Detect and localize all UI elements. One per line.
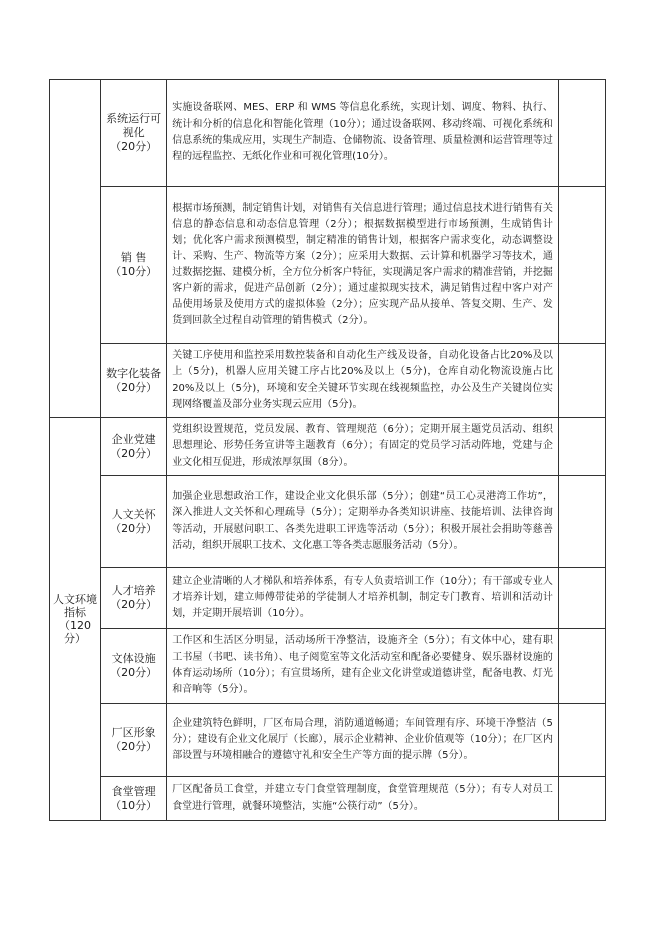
table-row [50, 568, 606, 629]
sub-item-score: （20分） [110, 740, 158, 753]
category-name: 人文环境指标 [53, 593, 98, 619]
sub-item-cell [101, 344, 167, 418]
score-cell [558, 418, 605, 476]
description-text: 建立企业清晰的人才梯队和培养体系，有专人负责培训工作（10分）；有干部或专业人才培养计划，建立师傅带徒弟的学徒制人才培养机制，制定专门教育、培训和活动计划，并定期开展培训（10分）。 [172, 575, 553, 620]
sub-item-score: （20分） [110, 380, 158, 394]
description-text: 企业建筑特色鲜明，厂区布局合理，消防通道畅通；车间管理有序、环境干净整洁（5分）；建设有企业文化展厅（长廊），展示企业精神、企业价值观等（10分）；在厂区内部设置与环境相融合的遵德守礼和安全生产等方面的提示牌（5分）。 [172, 717, 553, 762]
sub-item-cell [101, 80, 167, 187]
sub-item-score: （20分） [110, 521, 158, 535]
sub-item-score: （20分） [110, 140, 158, 153]
description-cell [167, 80, 559, 187]
sub-item-score: （10分） [110, 265, 158, 278]
description-cell [167, 187, 559, 344]
table-row [50, 777, 606, 821]
description-text: 加强企业思想政治工作，建设企业文化俱乐部（5分）；创建“员工心灵港湾工作坊”，深入推进人文关怀和心理疏导（5分）；定期举办各类知识讲座、技能培训、法律咨询等活动，开展慰问职工、各类先进职工评选等活动（5分）；积极开展社会捐助等慈善活动，组织开展职工技术、文化惠工等各类志愿服务活动（5分）。 [172, 490, 553, 551]
sub-item-cell [101, 418, 167, 476]
category-cell-continued [50, 80, 101, 418]
table-row [50, 418, 606, 476]
description-text: 关键工序使用和监控采用数控装备和自动化生产线及设备，自动化设备占比20%及以上（5分)，机器人应用关键工序占比20%及以上（5分)，仓库自动化物流设施占比20%及以上（5分)，环境和安全关键环节实现在线视频监控，办公及生产关键岗位实现网络覆盖及部分业务实现云应用（5分)。 [172, 349, 553, 410]
sub-item-score: （20分） [110, 666, 158, 679]
sub-item-cell [101, 704, 167, 777]
sub-item-cell [101, 187, 167, 344]
score-cell [558, 80, 605, 187]
description-cell [167, 704, 559, 777]
table-row [50, 704, 606, 777]
score-cell [558, 344, 605, 418]
description-text: 党组织设置规范，党员发展、教育、管理规范（6分）；定期开展主题党员活动、组织思想理论、形势任务宣讲等主题教育（6分）；有固定的党员学习活动阵地，党建与企业文化相互促进，形成浓厚氛围（8分）。 [172, 424, 553, 468]
sub-item-score: （10分） [110, 798, 158, 812]
table-row [50, 629, 606, 704]
sub-item-title: 企业党建 [111, 432, 156, 446]
table-row [50, 344, 606, 418]
description-cell [167, 418, 559, 476]
table-row [50, 476, 606, 568]
sub-item-title: 人文关怀 [111, 507, 156, 521]
description-text: 实施设备联网、MES、ERP 和 WMS 等信息化系统，实现计划、调度、物料、执行、统计和分析的信息化和智能化管理（10分）；通过设备联网、移动终端、可视化系统和信息系统的集成应用，实现生产制造、仓储物流、设备管理、质量检测和运营管理等过程的远程监控、无纸化作业和可视化管理(10分）。 [172, 102, 553, 163]
score-cell [558, 704, 605, 777]
description-cell [167, 568, 559, 629]
sub-item-title: 人才培养 [111, 584, 156, 597]
evaluation-table [49, 79, 606, 821]
category-score: （120分） [59, 619, 92, 645]
sub-item-score: （20分） [110, 598, 158, 611]
description-text: 厂区配备员工食堂，并建立专门食堂管理制度，食堂管理规范（5分）；有专人对员工食堂进行管理，就餐环境整洁，实施“公筷行动”（5分）。 [172, 784, 553, 812]
sub-item-cell [101, 777, 167, 821]
score-cell [558, 629, 605, 704]
score-cell [558, 777, 605, 821]
description-cell [167, 476, 559, 568]
sub-item-title: 系统运行可视化 [106, 112, 162, 139]
score-cell [558, 568, 605, 629]
sub-item-title: 销 售 [120, 251, 147, 264]
sub-item-title: 文体设施 [111, 652, 156, 665]
description-cell [167, 344, 559, 418]
sub-item-score: （20分） [110, 446, 158, 460]
table-row [50, 187, 606, 344]
score-cell [558, 476, 605, 568]
sub-item-title: 厂区形象 [111, 726, 156, 739]
sub-item-title: 食堂管理 [111, 784, 156, 798]
score-cell [558, 187, 605, 344]
description-text: 工作区和生活区分明显，活动场所干净整洁，设施齐全（5分）；有文体中心，建有职工书屋（书吧、读书角）、电子阅览室等文化活动室和配备必要健身、娱乐器材设施的体育运动场所（10分）；有宣贯场所，建有企业文化讲堂或道德讲堂，配备电教、灯光和音响等（5分）。 [172, 635, 553, 696]
category-cell [50, 418, 101, 821]
table-row [50, 80, 606, 187]
description-cell [167, 629, 559, 704]
sub-item-cell [101, 476, 167, 568]
sub-item-cell [101, 629, 167, 704]
description-cell [167, 777, 559, 821]
sub-item-title: 数字化装备 [106, 366, 162, 380]
sub-item-cell [101, 568, 167, 629]
description-text: 根据市场预测，制定销售计划，对销售有关信息进行管理；通过信息技术进行销售有关信息的静态信息和动态信息管理（2分）；根据数据模型进行市场预测，生成销售计划；优化客户需求预测模型，制定精准的销售计划，根据客户需求变化，动态调整设计、采购、生产、物流等方案（2分）；应采用大数据、云计算和机器学习等技术，通过数据挖掘、建模分析，全方位分析客户特征，实现满足客户需求的精准营销，并挖掘客户新的需求，促进产品创新（2分）；通过虚拟现实技术，满足销售过程中客户对产品使用场景及使用方式的虚拟体验（2分）；应实现产品从接单、答复交期、生产、发货到回款全过程自动管理的销售模式（2分）。 [172, 203, 553, 326]
